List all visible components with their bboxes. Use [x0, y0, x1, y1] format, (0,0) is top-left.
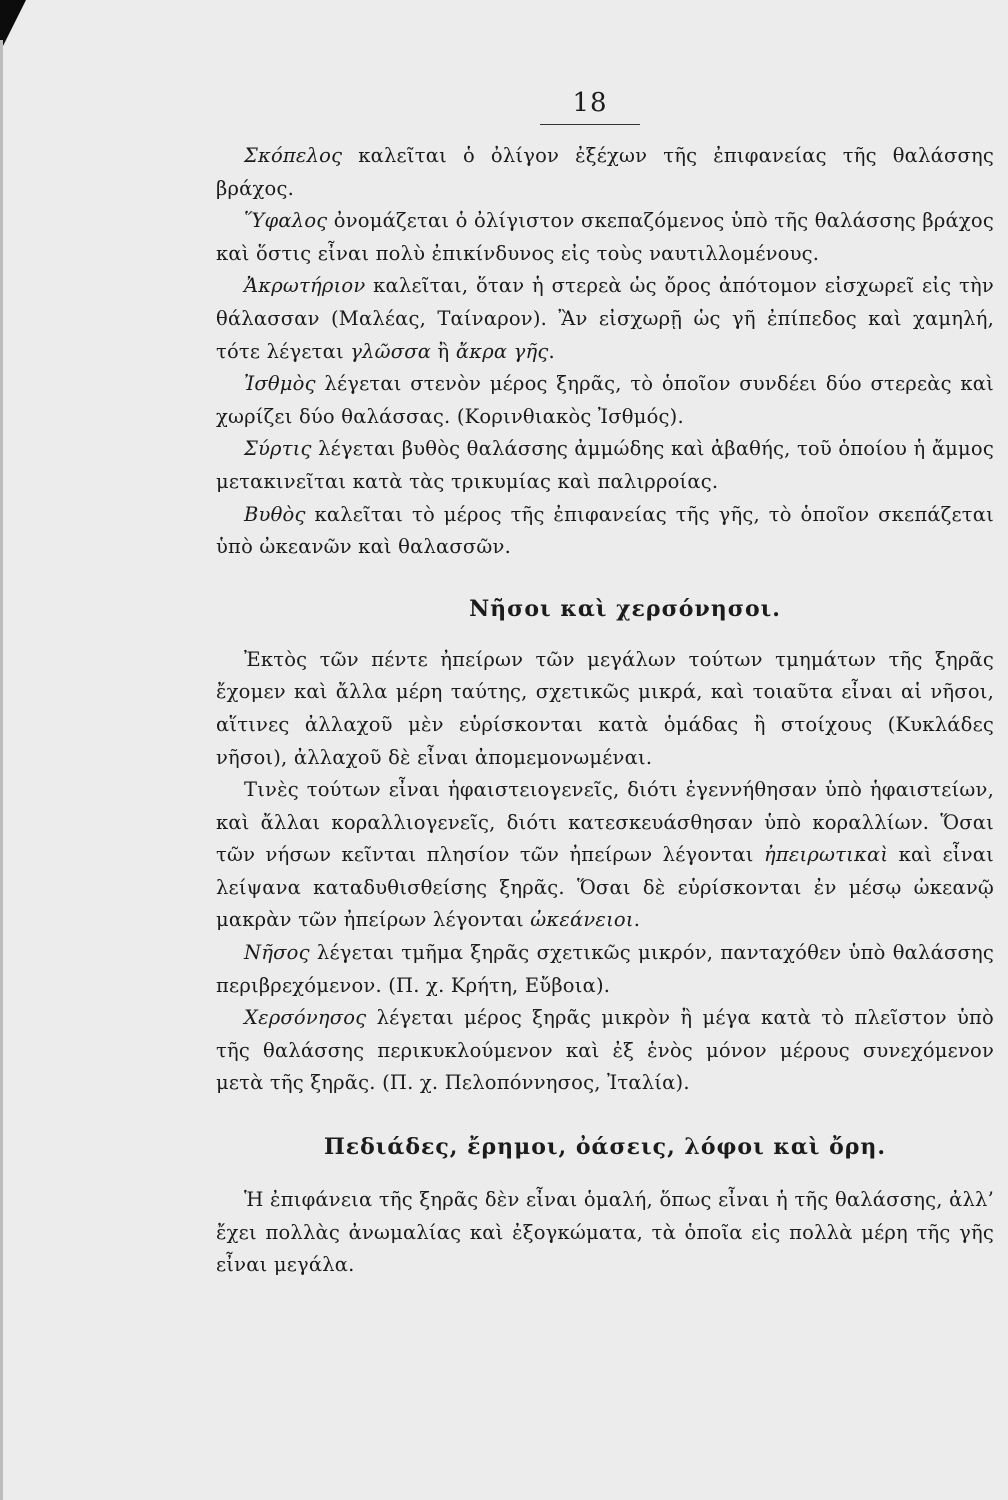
paragraph-text: λέγεται μέρος ξηρᾶς μικρὸν ἢ μέγα κατὰ τὸ πλεῖστον ὑπὸ τῆς θαλάσσης περικυκλούμενον καὶ ἐξ ἑνὸς μόνον μέρους συνεχόμενον μετὰ τῆς ξηρᾶς. (Π. χ. Πελοπόννησος, Ἰταλία).: [216, 1006, 994, 1095]
paragraph-text: Τινὲς τούτων εἶναι ἡφαιστειογενεῖς, διότι ἐγεννήθησαν ὑπὸ ἡφαιστείων, καὶ ἄλλαι κοραλλιογενεῖς, διότι κατεσκευάσθησαν ὑπὸ κοραλλίων. Ὅσαι τῶν νήσων κεῖνται πλησίον τῶν ἠπείρων λέγονται: [216, 778, 994, 867]
paragraph-text: καλεῖται ὁ ὀλίγον ἐξέχων τῆς ἐπιφανείας τῆς θαλάσσης βράχος.: [216, 144, 994, 200]
term-isthmos: Ἰσθμὸς: [244, 372, 316, 396]
paragraph-vythos: [216, 499, 994, 564]
paragraph-text: λέγεται τμῆμα ξηρᾶς σχετικῶς μικρόν, πανταχόθεν ὑπὸ θαλάσσης περιβρεχόμενον. (Π. χ. Κρήτη, Εὔβοια).: [216, 941, 994, 997]
paragraph-text: λέγεται στενὸν μέρος ξηρᾶς, τὸ ὁποῖον συνδέει δύο στερεὰς καὶ χωρίζει δύο θαλάσσας. (Κορινθιακὸς Ἰσθμός).: [216, 372, 994, 428]
paragraph-surface: Ἡ ἐπιφάνεια τῆς ξηρᾶς δὲν εἶναι ὁμαλή, ὅπως εἶναι ἡ τῆς θαλάσσης, ἀλλ’ ἔχει πολλὰς ἀνωμαλίας καὶ ἐξογκώματα, τὰ ὁποῖα εἰς πολλὰ μέρη τῆς γῆς εἶναι μεγάλα.: [216, 1188, 994, 1277]
page-body: [216, 140, 994, 1282]
term-chersonisos: Χερσόνησος: [244, 1006, 367, 1030]
term-vythos: Βυθὸς: [244, 502, 306, 526]
page-edge: [0, 40, 3, 1500]
paragraph-text: καλεῖται τὸ μέρος τῆς ἐπιφανείας τῆς γῆς, τὸ ὁποῖον σκεπάζεται ὑπὸ ὠκεανῶν καὶ θαλασσῶν.: [216, 502, 994, 559]
paragraph-text: καὶ εἶναι λείψανα καταδυθισθείσης ξηρᾶς. Ὅσαι δὲ εὑρίσκονται ἐν μέσῳ ὠκεανῷ μακρὰν τῶν ἠπείρων λέγονται: [216, 843, 994, 932]
paragraph-syrtis: [216, 433, 994, 498]
paragraph-text: ἢ: [431, 339, 456, 363]
term-akra-gis: ἄκρα γῆς: [455, 339, 549, 363]
paragraph-text: ὀνομάζεται ὁ ὀλίγιστον σκεπαζόμενος ὑπὸ τῆς θαλάσσης βράχος καὶ ὅστις εἶναι πολὺ ἐπικίνδυνος εἰς τοὺς ναυτιλλομένους.: [216, 209, 994, 265]
section-heading-islands: Νῆσοι καὶ χερσόνησοι.: [469, 595, 781, 622]
paragraph-akrotirion: [216, 270, 994, 368]
paragraph-text: .: [633, 908, 641, 932]
paragraph-chersonisos: [216, 1002, 994, 1100]
paragraph-islands-intro: Ἐκτὸς τῶν πέντε ἠπείρων τῶν μεγάλων τούτων τμημάτων τῆς ξηρᾶς ἔχομεν καὶ ἄλλα μέρη ταύτης, σχετικῶς μικρά, καὶ τοιαῦτα εἶναι αἱ νῆσοι, αἵτινες ἀλλαχοῦ μὲν εὑρίσκονται κατὰ ὁμάδας ἢ στοίχους (Κυκλάδες νῆσοι), ἀλλαχοῦ δὲ εἶναι ἀπομεμονωμέναι.: [216, 647, 994, 769]
term-akrotirion: Ἀκρωτήριον: [244, 274, 366, 298]
term-yfalos: Ὕφαλος: [244, 209, 328, 233]
paragraph-island-types: [216, 774, 994, 937]
paragraph-isthmos: [216, 368, 994, 433]
page-number: 18: [572, 88, 608, 118]
term-syrtis: Σύρτις: [244, 437, 312, 461]
term-nisos: Νῆσος: [244, 941, 310, 965]
paragraph-nisos: [216, 937, 994, 1002]
term-okeaneioi: ὠκεάνειοι: [530, 908, 634, 932]
paragraph-yfalos: [216, 205, 994, 270]
paragraph-text: καλεῖται, ὅταν ἡ στερεὰ ὡς ὄρος ἀπότομον εἰσχωρεῖ εἰς τὴν θάλασσαν (Μαλέας, Ταίναρον). Ἂν εἰσχωρῇ ὡς γῆ ἐπίπεδος καὶ χαμηλή, τότε λέγεται: [216, 274, 994, 363]
term-ipeirotikai: ἠπειρωτικαὶ: [763, 843, 889, 867]
term-glossa: γλῶσσα: [350, 339, 432, 363]
page-number-rule: [540, 124, 640, 125]
section-heading-plains: Πεδιάδες, ἔρημοι, ὀάσεις, λόφοι καὶ ὄρη.: [323, 1134, 887, 1161]
paragraph-text: .: [548, 339, 555, 363]
paragraph-text: λέγεται βυθὸς θαλάσσης ἀμμώδης καὶ ἀβαθής, τοῦ ὁποίου ἡ ἄμμος μετακινεῖται κατὰ τὰς τρικυμίας καὶ παλιρροίας.: [216, 437, 994, 493]
term-skopelos: Σκόπελος: [244, 144, 343, 167]
scan-corner-shadow: [0, 0, 26, 52]
paragraph-skopelos: [216, 140, 994, 205]
